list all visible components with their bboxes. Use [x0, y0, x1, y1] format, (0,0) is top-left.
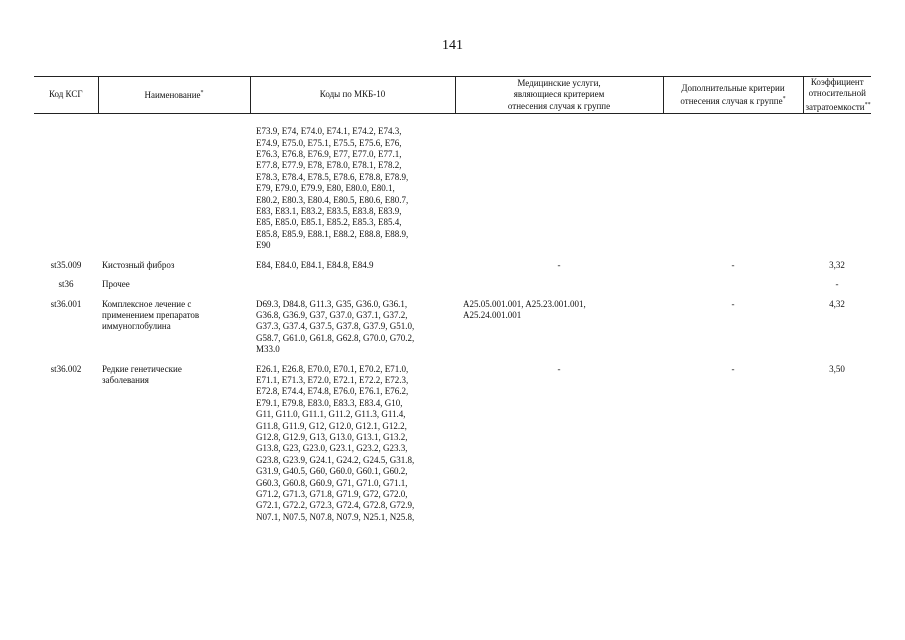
- cell-name: Комплексное лечение с применением препаратов иммуноглобулина: [102, 298, 200, 332]
- cell-coefficient: [803, 126, 871, 259]
- table-header-row: [34, 77, 871, 114]
- header-extra-criteria: Дополнительные критерии отнесения случая к группе*: [663, 77, 803, 114]
- table-row: [34, 279, 871, 298]
- cell-code: st36.001: [50, 298, 82, 309]
- header-name: Наименование*: [98, 77, 250, 114]
- cell-coefficient: 4,32: [829, 298, 845, 309]
- table-row: [34, 364, 871, 526]
- header-extra-footnote-mark: *: [782, 96, 786, 103]
- cell-med-services: -: [557, 259, 561, 270]
- table-row: [34, 299, 871, 364]
- header-name-footnote-mark: *: [200, 90, 204, 97]
- cell-coefficient: 3,32: [829, 259, 845, 270]
- cell-code: st35.009: [50, 259, 82, 270]
- table-row: [34, 126, 871, 259]
- cell-icd-codes: [250, 279, 455, 298]
- cell-coefficient: 3,50: [829, 363, 845, 374]
- cell-extra-criteria: -: [731, 363, 735, 374]
- header-med-services: Медицинские услуги, являющиеся критерием отнесения случая к группе: [455, 77, 663, 114]
- header-coef-footnote-mark: **: [864, 101, 871, 108]
- cell-extra-criteria: [663, 126, 803, 259]
- cell-med-services: -: [557, 363, 561, 374]
- cell-med-services: [455, 279, 663, 298]
- cell-icd-codes: E73.9, E74, E74.0, E74.1, E74.2, E74.3, E74.9, E75.0, E75.1, E75.5, E75.6, E76, E76.3, E76.8, E76.9, E77, E77.0, E77.1, E77.8, E77.9, E78, E78.0, E78.1, E78.2, E78.3, E78.4, E78.5, E78.6, E78.8, E78.9, E79, E79.0, E79.9, E80, E80.0, E80.1, E80.2, E80.3, E80.4, E80.5, E80.6, E80.7, E83, E83.1, E83.2, E83.5, E83.8, E83.9, E85, E85.0, E85.1, E85.2, E85.3, E85.4, E85.8, E85.9, E88.1, E88.2, E88.8, E88.9, E90: [256, 126, 409, 251]
- cell-icd-codes: E84, E84.0, E84.1, E84.8, E84.9: [256, 259, 374, 270]
- cell-extra-criteria: -: [731, 298, 735, 309]
- cell-code: st36.002: [50, 363, 82, 374]
- cell-name: Кистозный фиброз: [102, 259, 175, 270]
- cell-code: st36: [58, 279, 74, 290]
- cell-extra-criteria: [663, 279, 803, 298]
- cell-extra-criteria: -: [731, 259, 735, 270]
- cell-icd-codes: D69.3, D84.8, G11.3, G35, G36.0, G36.1, G36.8, G36.9, G37, G37.0, G37.1, G37.2, G37.3, G37.4, G37.5, G37.8, G37.9, G51.0, G58.7, G61.0, G61.8, G62.8, G70.0, G70.2, M33.0: [256, 298, 415, 355]
- cell-coefficient: -: [835, 279, 839, 290]
- header-icd: Коды по МКБ-10: [250, 77, 455, 114]
- cell-med-services: [455, 126, 663, 259]
- table-row: [34, 260, 871, 279]
- header-coefficient: Коэффициент относительной затратоемкости**: [803, 77, 871, 114]
- header-spacer: [34, 114, 871, 127]
- cell-name: Редкие генетические заболевания: [102, 363, 182, 385]
- page-number: 141: [442, 38, 463, 53]
- cell-icd-codes: E26.1, E26.8, E70.0, E70.1, E70.2, E71.0, E71.1, E71.3, E72.0, E72.1, E72.2, E72.3, E72.8, E74.4, E74.8, E76.0, E76.1, E76.2, E79.1, E79.8, E83.0, E83.3, E83.4, G10, G11, G11.0, G11.1, G11.2, G11.3, G11.4, G11.8, G11.9, G12, G12.0, G12.1, G12.2, G12.8, G12.9, G13, G13.0, G13.1, G13.2, G13.8, G23, G23.0, G23.1, G23.2, G23.3, G23.8, G23.9, G24.1, G24.2, G24.5, G31.8, G31.9, G40.5, G60, G60.0, G60.1, G60.2, G60.3, G60.8, G60.9, G71, G71.0, G71.1, G71.2, G71.3, G71.8, G71.9, G72, G72.0, G72.1, G72.2, G72.3, G72.4, G72.8, G72.9, N07.1, N07.5, N07.8, N07.9, N25.1, N25.8,: [256, 363, 415, 522]
- cell-name: Прочее: [102, 279, 130, 290]
- cell-med-services: A25.05.001.001, A25.23.001.001, A25.24.001.001: [463, 298, 586, 320]
- header-code: Код КСГ: [34, 77, 98, 114]
- ksg-table: [34, 76, 871, 525]
- cell-code: [34, 126, 98, 259]
- cell-name: [98, 126, 250, 259]
